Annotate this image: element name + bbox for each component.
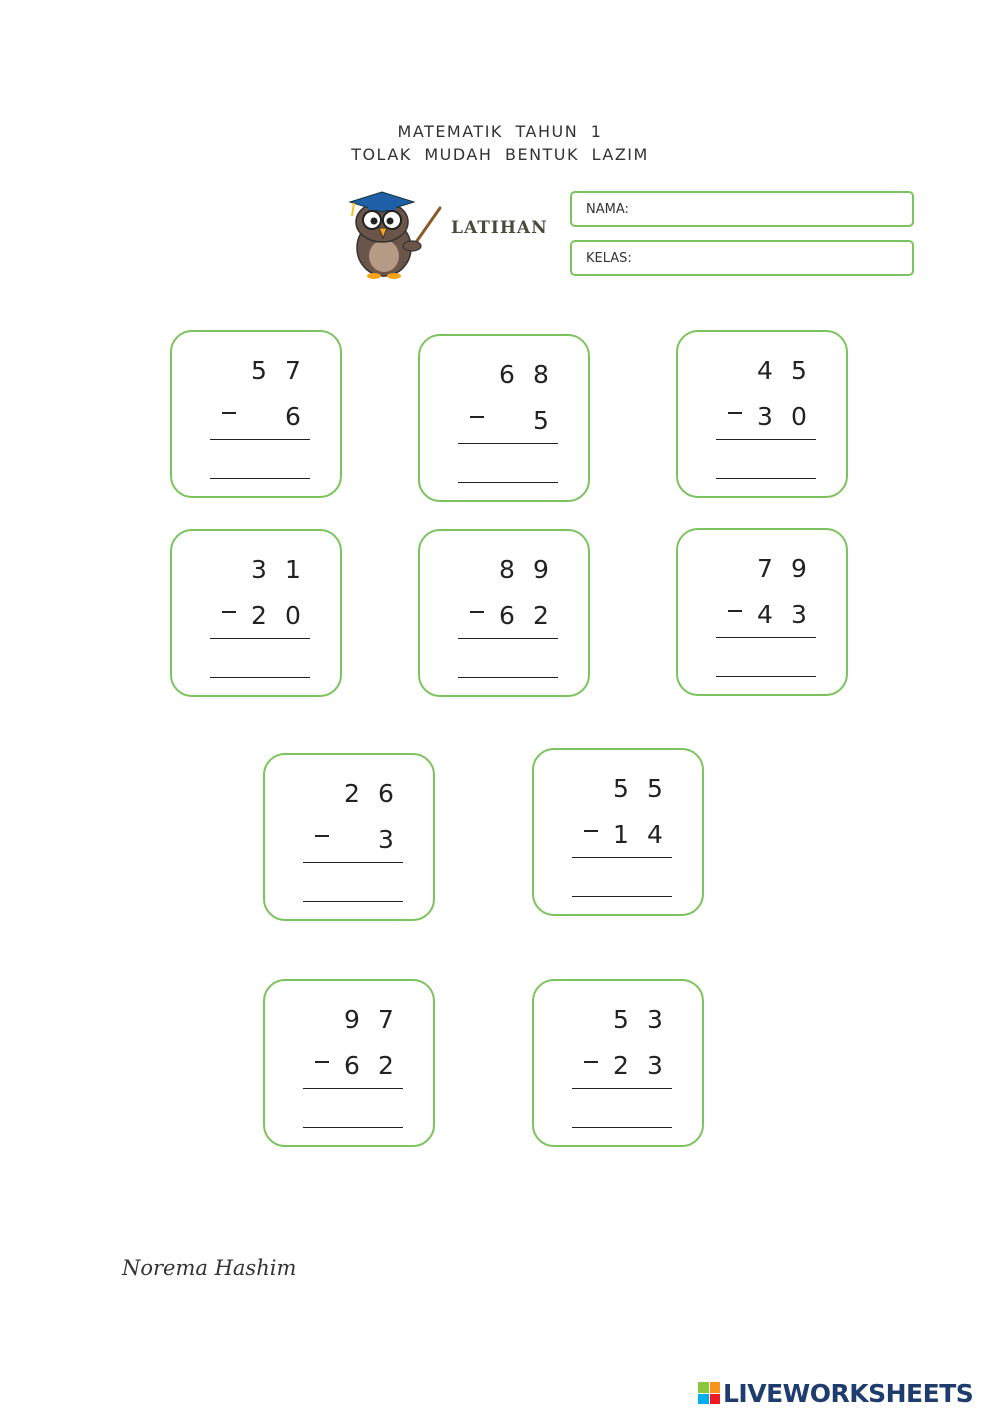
- owl-teacher-icon: [340, 186, 446, 282]
- answer-line[interactable]: [303, 1127, 403, 1128]
- minuend: 4 5: [757, 356, 807, 385]
- problem-card: [170, 330, 342, 498]
- problem-card: [418, 334, 590, 502]
- subtrahend: 6 2: [499, 601, 549, 630]
- minus-sign: [315, 835, 329, 837]
- sum-line: [210, 439, 310, 440]
- minuend: 8 9: [499, 555, 549, 584]
- sum-line: [716, 439, 816, 440]
- minus-sign: [222, 412, 236, 414]
- problem-card: [170, 529, 342, 697]
- minuend: 9 7: [344, 1005, 394, 1034]
- minus-sign: [728, 610, 742, 612]
- answer-line[interactable]: [716, 676, 816, 677]
- name-field[interactable]: [570, 191, 914, 227]
- minuend: 5 5: [613, 774, 663, 803]
- liveworksheets-logo-icon: [698, 1382, 720, 1404]
- problem-card: [418, 529, 590, 697]
- answer-line[interactable]: [210, 478, 310, 479]
- subtrahend: 2 3: [613, 1051, 663, 1080]
- minus-sign: [470, 416, 484, 418]
- sum-line: [572, 1088, 672, 1089]
- minuend: 5 7: [251, 356, 301, 385]
- minus-sign: [584, 830, 598, 832]
- sum-line: [572, 857, 672, 858]
- answer-line[interactable]: [458, 677, 558, 678]
- minuend: 7 9: [757, 554, 807, 583]
- sum-line: [458, 443, 558, 444]
- answer-line[interactable]: [303, 901, 403, 902]
- sum-line: [458, 638, 558, 639]
- minuend: 3 1: [251, 555, 301, 584]
- minus-sign: [728, 412, 742, 414]
- title-line-1: MATEMATIK TAHUN 1: [397, 122, 603, 141]
- subtrahend: 2 0: [251, 601, 301, 630]
- subtrahend: 3: [378, 825, 394, 854]
- title-line-2: TOLAK MUDAH BENTUK LAZIM: [351, 145, 649, 164]
- subtrahend: 3 0: [757, 402, 807, 431]
- subtrahend: 4 3: [757, 600, 807, 629]
- author-signature: Norema Hashim: [122, 1256, 297, 1280]
- minus-sign: [584, 1061, 598, 1063]
- class-label: KELAS:: [586, 251, 632, 266]
- brand-name: LIVEWORKSHEETS: [723, 1378, 974, 1408]
- sum-line: [303, 862, 403, 863]
- worksheet-title: [0, 120, 1000, 166]
- answer-line[interactable]: [572, 896, 672, 897]
- sum-line: [716, 637, 816, 638]
- subtrahend: 6: [285, 402, 301, 431]
- subtrahend: 5: [533, 406, 549, 435]
- minus-sign: [315, 1061, 329, 1063]
- minus-sign: [222, 611, 236, 613]
- class-field[interactable]: [570, 240, 914, 276]
- subtrahend: 1 4: [613, 820, 663, 849]
- sum-line: [303, 1088, 403, 1089]
- problem-card: [263, 979, 435, 1147]
- problem-card: [532, 979, 704, 1147]
- answer-line[interactable]: [572, 1127, 672, 1128]
- liveworksheets-brand[interactable]: [698, 1378, 973, 1408]
- minuend: 2 6: [344, 779, 394, 808]
- answer-line[interactable]: [458, 482, 558, 483]
- minuend: 6 8: [499, 360, 549, 389]
- problem-card: [532, 748, 704, 916]
- problem-card: [676, 330, 848, 498]
- sum-line: [210, 638, 310, 639]
- minus-sign: [470, 611, 484, 613]
- name-label: NAMA:: [586, 202, 629, 217]
- problem-card: [263, 753, 435, 921]
- problem-card: [676, 528, 848, 696]
- answer-line[interactable]: [210, 677, 310, 678]
- subtrahend: 6 2: [344, 1051, 394, 1080]
- latihan-label: LATIHAN: [451, 218, 548, 238]
- minuend: 5 3: [613, 1005, 663, 1034]
- answer-line[interactable]: [716, 478, 816, 479]
